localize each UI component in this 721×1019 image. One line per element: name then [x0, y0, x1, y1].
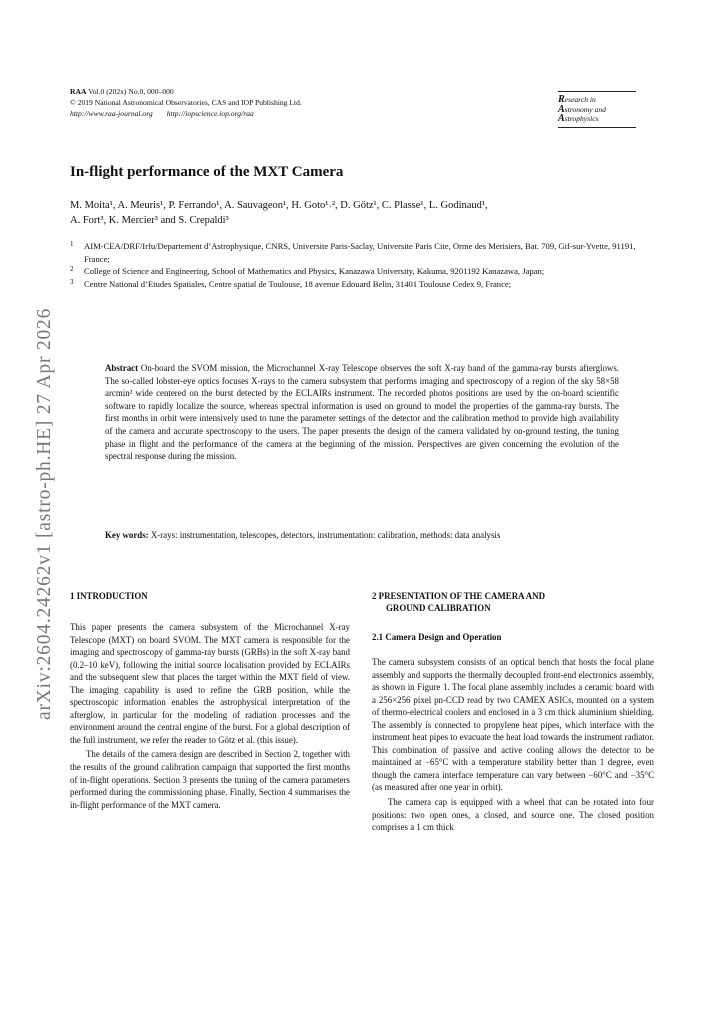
abstract-text: On-board the SVOM mission, the Microchannel X-ray Telescope observes the soft X-ray band of the gamma-ray bursts afterglows. The so-called lobster-eye optics focuses X-rays to the camera subsystem that performs imaging and spectroscopy of a region of the sky 58×58 arcmin² wide centered on the burst detected by the ECLAIRs instrument. The recorded photos positions are used by the on-board scientific software to rapidly localize the source, whereas spectral information is used on ground to model the properties of the gamma-ray bursts. The first months in orbit were intensively used to tune the parameter settings of the detector and the calibration method to provide high availability of the camera and accurate spectroscopy to the users. The paper presents the design of the camera validated by on-ground testing, the tuning phase in flight and the performance of the camera at the beginning of the mission. Perspectives are given concerning the evolution of the spectral response during the mission. [105, 363, 619, 462]
authors-line-1: M. Moita¹, A. Meuris¹, P. Ferrando¹, A. Sauvageon¹, H. Goto¹˒², D. Götz¹, C. Plasse¹, L. Godinaud¹, [70, 200, 488, 211]
journal-abbrev: RAA [70, 87, 87, 96]
journal-volume-line [70, 86, 302, 97]
section-2-heading [372, 590, 545, 614]
journal-url-link[interactable]: http://www.raa-journal.org [70, 109, 153, 118]
affiliation-number: 2 [70, 265, 74, 273]
abstract-label: Abstract [105, 363, 139, 373]
iop-url-link[interactable]: http://iopscience.iop.org/raa [166, 109, 254, 118]
logo-word-research: esearch in [564, 95, 596, 104]
affiliation-2 [70, 265, 650, 278]
authors-line-2: A. Fort³, K. Mercier³ and S. Crepaldi³ [70, 215, 229, 226]
logo-letter-a1: A [558, 103, 565, 115]
affiliation-text: College of Science and Engineering, School of Mathematics and Physics, Kanazawa University, Kakuma, 9201192 Kanazawa, Japan; [84, 266, 545, 276]
subsection-2-1-heading: 2.1 Camera Design and Operation [372, 632, 502, 642]
abstract [105, 362, 619, 463]
affiliation-3 [70, 278, 650, 291]
keywords-text: X-rays: instrumentation, telescopes, detectors, instrumentation: calibration, methods: data analysis [148, 530, 501, 540]
section-1-body [70, 621, 350, 811]
intro-paragraph-2: The details of the camera design are described in Section 2, together with the results of the ground calibration campaign that supported the first months of in-flight operations. Section 3 presents the tuning of the camera parameters performed during the commissioning phase. Finally, Section 4 summarises the in-flight performance of the MXT camera. [70, 749, 350, 810]
journal-header [70, 86, 302, 119]
logo-letter-a2: A [558, 113, 565, 125]
affiliation-text: Centre National d’Etudes Spatiales, Centre spatial de Toulouse, 18 avenue Edouard Belin, 31401 Toulouse Cedex 9, France; [84, 278, 512, 289]
copyright-line: © 2019 National Astronomical Observatories, CAS and IOP Publishing Ltd. [70, 98, 302, 107]
intro-paragraph-1: This paper presents the camera subsystem of the Microchannel X-ray Telescope (MXT) on board SVOM. The MXT camera is responsible for the imaging and spectroscopy of gamma-ray bursts (GRBs) in the soft X-ray band (0.2–10 keV), following the initial source localisation provided by ECLAIRs and the subsequent slew that places the target within the MXT field of view. The imaging capability is used to refine the GRB position, while the spectroscopic information enables the astrophysical interpretation of the afterglow, in particular for the modeling of radiation processes and the environment around the central engine of the burst. For a global description of the full instrument, we refer the reader to Götz et al. (this issue). [70, 622, 350, 745]
affiliation-1 [70, 240, 650, 265]
keywords-label: Key words: [105, 530, 149, 540]
logo-word-astronomy: stronomy and [564, 104, 606, 114]
paper-title: In-flight performance of the MXT Camera [70, 164, 344, 180]
affiliation-number: 3 [70, 277, 74, 286]
affiliation-text: AIM-CEA/DRF/Irfu/Departement d’Astrophysique, CNRS, Universite Paris-Saclay, Universite Paris Cite, Orme des Merisiers, Bat. 709, Gif-sur-Yvette, 91191, France; [84, 241, 636, 264]
section-2-heading-line-1: 2 PRESENTATION OF THE CAMERA AND [372, 591, 545, 601]
section-2-heading-line-2: GROUND CALIBRATION [386, 603, 491, 613]
logo-word-astrophysics: strophysics [564, 114, 599, 124]
section-2-body [372, 656, 654, 834]
camera-paragraph-1: The camera subsystem consists of an optical bench that hosts the focal plane assembly and supports the thermally decoupled front-end electronics assembly, as shown in Figure 1. The focal plane assembly includes a ceramic board with a 256×256 pixel pn-CCD read by two CAMEX ASICs, mounted on a system of thermo-electrical coolers and enclosed in a 3 cm thick aluminium shielding. The assembly is connected to propylene heat pipes, which interface with the instrument heat pipes to evacuate the heat load towards the instrument radiator. This combination of passive and active cooling allows the detector to be maintained at −65°C with a temperature stability better than 1 degree, even though the camera interface temperature can vary between −60°C and −35°C (as measured after one year in orbit). [372, 657, 654, 793]
journal-urls [70, 108, 302, 119]
volume-info: Vol.0 (202x) No.0, 000–000 [86, 87, 174, 96]
affiliation-number: 1 [70, 240, 74, 248]
arxiv-sidebar-stamp: arXiv:2604.24262v1 [astro-ph.HE] 27 Apr 2026 [34, 307, 55, 720]
camera-paragraph-2: The camera cap is equipped with a wheel that can be rotated into four positions: two open ones, a closed, and source one. The closed position comprises a 1 cm thick [372, 797, 654, 833]
author-list [70, 198, 650, 228]
logo-letter-r: R [558, 94, 565, 105]
affiliations [70, 240, 650, 290]
keywords [105, 529, 619, 542]
journal-logo [558, 91, 636, 128]
section-1-heading: 1 INTRODUCTION [70, 591, 148, 601]
